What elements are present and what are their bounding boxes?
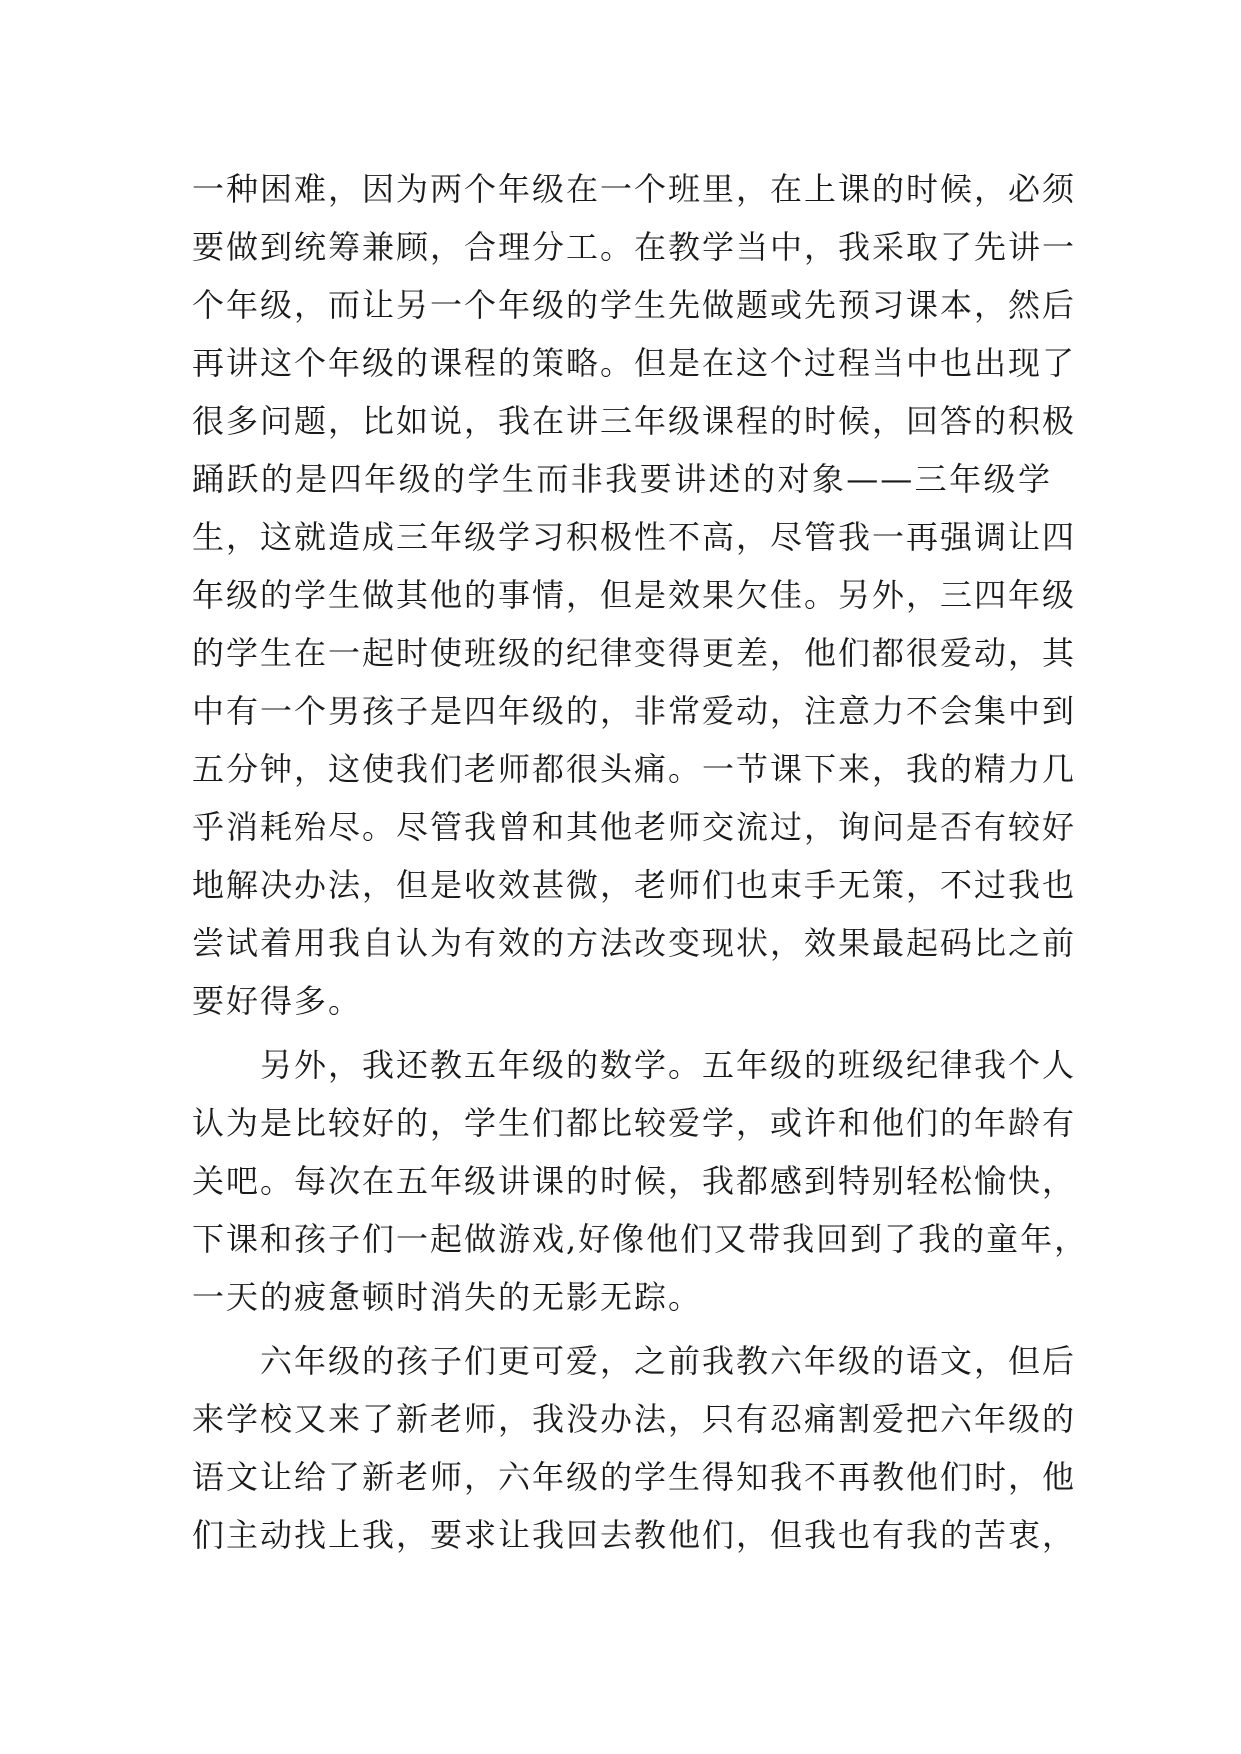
text-line: 五分钟，这使我们老师都很头痛。一节课下来，我的精力几 (192, 750, 1077, 788)
text-line: 要好得多。 (192, 982, 363, 1020)
text-line: 六年级的孩子们更可爱，之前我教六年级的语文，但后 (192, 1342, 1077, 1380)
text-line: 们主动找上我，要求让我回去教他们，但我也有我的苦衷， (192, 1516, 1077, 1554)
text-line: 下课和孩子们一起做游戏,好像他们又带我回到了我的童年， (192, 1220, 1089, 1258)
text-line: 乎消耗殆尽。尽管我曾和其他老师交流过，询问是否有较好 (192, 808, 1077, 846)
text-line: 生，这就造成三年级学习积极性不高，尽管我一再强调让四 (192, 518, 1077, 556)
text-line: 认为是比较好的，学生们都比较爱学，或许和他们的年龄有 (192, 1104, 1077, 1142)
text-line: 尝试着用我自认为有效的方法改变现状，效果最起码比之前 (192, 924, 1077, 962)
text-line: 来学校又来了新老师，我没办法，只有忍痛割爱把六年级的 (192, 1400, 1077, 1438)
text-line: 中有一个男孩子是四年级的，非常爱动，注意力不会集中到 (192, 692, 1077, 730)
text-line: 地解决办法，但是收效甚微，老师们也束手无策，不过我也 (192, 866, 1077, 904)
text-line: 一天的疲惫顿时消失的无影无踪。 (192, 1278, 703, 1316)
paragraph-1 (192, 160, 1077, 1030)
paragraph-2 (192, 1036, 1089, 1326)
paragraph-3 (192, 1332, 1077, 1564)
text-line: 年级的学生做其他的事情，但是效果欠佳。另外，三四年级 (192, 576, 1077, 614)
text-line: 的学生在一起时使班级的纪律变得更差，他们都很爱动，其 (192, 634, 1077, 672)
text-line: 再讲这个年级的课程的策略。但是在这个过程当中也出现了 (192, 344, 1077, 382)
text-line: 要做到统筹兼顾，合理分工。在教学当中，我采取了先讲一 (192, 228, 1077, 266)
text-line: 很多问题，比如说，我在讲三年级课程的时候，回答的积极 (192, 402, 1077, 440)
text-line: 关吧。每次在五年级讲课的时候，我都感到特别轻松愉快， (192, 1162, 1077, 1200)
text-line: 另外，我还教五年级的数学。五年级的班级纪律我个人 (192, 1046, 1077, 1084)
text-line: 一种困难，因为两个年级在一个班里，在上课的时候，必须 (192, 170, 1077, 208)
text-line: 个年级，而让另一个年级的学生先做题或先预习课本，然后 (192, 286, 1077, 324)
text-line: 语文让给了新老师，六年级的学生得知我不再教他们时，他 (192, 1458, 1077, 1496)
text-line: 踊跃的是四年级的学生而非我要讲述的对象——三年级学 (192, 460, 1052, 498)
document-body (192, 160, 1089, 1564)
